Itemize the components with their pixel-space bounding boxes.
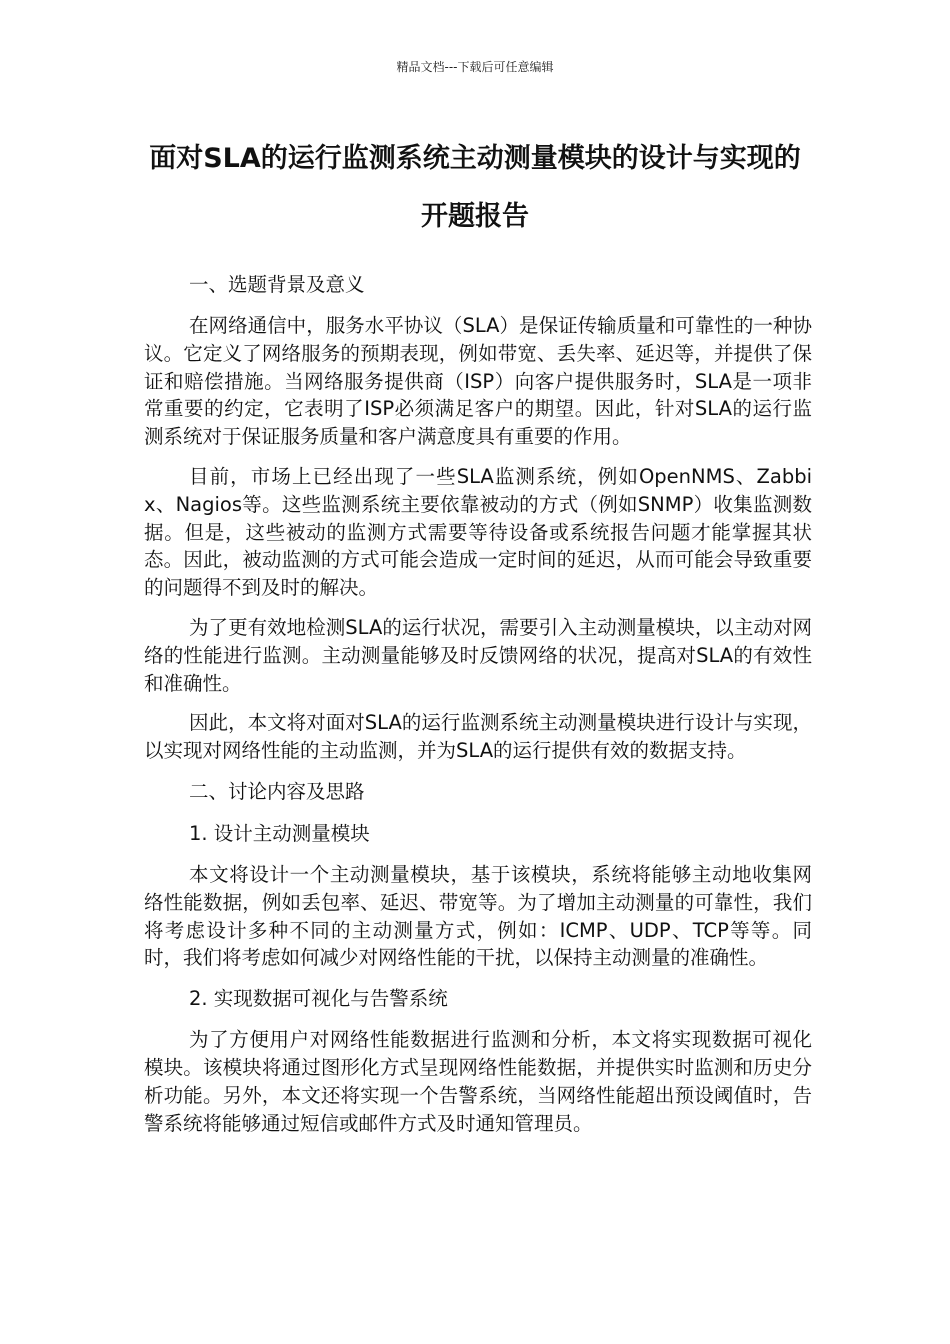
section-heading-content: 二、讨论内容及思路	[189, 779, 365, 803]
paragraph-visualization: 为了方便用户对网络性能数据进行监测和分析，本文将实现数据可视化模块。该模块将通过图形化方式呈现网络性能数据，并提供实时监测和历史分析功能。另外，本文还将实现一个告警系统，当网络性能超出预设阈值时，告警系统将能够通过短信或邮件方式及时通知管理员。	[144, 1028, 812, 1135]
paragraph-conclusion: 因此，本文将对面对SLA的运行监测系统主动测量模块进行设计与实现，以实现对网络性能的主动监测，并为SLA的运行提供有效的数据支持。	[144, 711, 812, 763]
paragraph-design-module: 本文将设计一个主动测量模块，基于该模块，系统将能够主动地收集网络性能数据，例如丢包率、延迟、带宽等。为了增加主动测量的可靠性，我们将考虑设计多种不同的主动测量方式，例如：ICMP、UDP、TCP等等。同时，我们将考虑如何减少对网络性能的干扰，以保持主动测量的准确性。	[144, 862, 812, 970]
paragraph-sla-definition: 在网络通信中，服务水平协议（SLA）是保证传输质量和可靠性的一种协议。它定义了网络服务的预期表现，例如带宽、丢失率、延迟等，并提供了保证和赔偿措施。当网络服务提供商（ISP）向客户提供服务时，SLA是一项非常重要的约定，它表明了ISP必须满足客户的期望。因此，针对SLA的运行监测系统对于保证服务质量和客户满意度具有重要的作用。	[144, 314, 812, 449]
document-title: 面对SLA的运行监测系统主动测量模块的设计与实现的开题报告	[149, 143, 801, 232]
paragraph-active-measurement: 为了更有效地检测SLA的运行状况，需要引入主动测量模块，以主动对网络的性能进行监测。主动测量能够及时反馈网络的状况，提高对SLA的有效性和准确性。	[144, 615, 812, 695]
header-note: 精品文档---下载后可任意编辑	[396, 60, 554, 74]
subheading-visualization: 2. 实现数据可视化与告警系统	[189, 987, 448, 1011]
subheading-design-module: 1. 设计主动测量模块	[189, 821, 370, 845]
section-heading-background: 一、选题背景及意义	[189, 273, 365, 296]
document-body	[144, 270, 812, 1149]
paragraph-existing-systems: 目前，市场上已经出现了一些SLA监测系统，例如OpenNMS、Zabbix、Nagios等。这些监测系统主要依靠被动的方式（例如SNMP）收集监测数据。但是，这些被动的监测方式需要等待设备或系统报告问题才能掌握其状态。因此，被动监测的方式可能会造成一定时间的延迟，从而可能会导致重要的问题得不到及时的解决。	[144, 464, 812, 600]
